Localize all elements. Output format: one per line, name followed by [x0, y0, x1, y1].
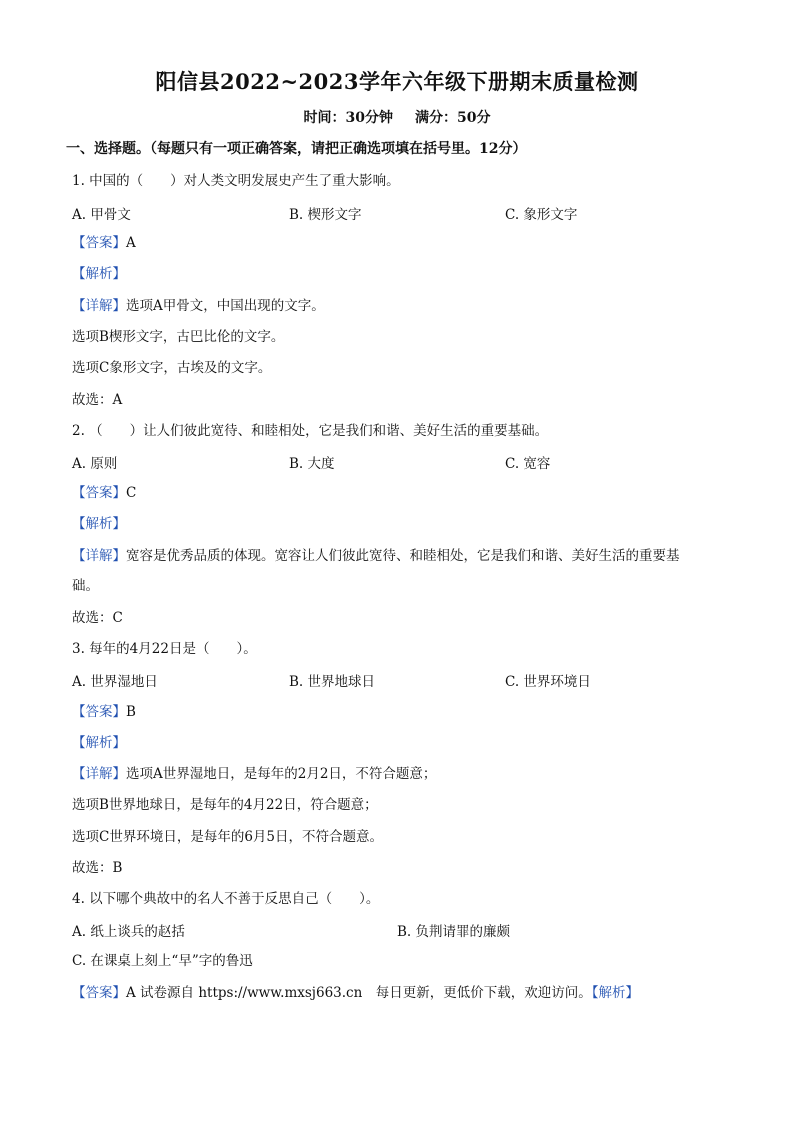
answer-tag: 【答案】 [72, 704, 126, 720]
question-2-option-c: C. 宽容 [505, 456, 551, 472]
analysis-tag: 【解析】 [72, 735, 126, 751]
question-1-stem: 1. 中国的（ ）对人类文明发展史产生了重大影响。 [72, 173, 400, 189]
answer-tag: 【答案】 [72, 985, 126, 1001]
exam-time: 时间：30分钟 [303, 110, 393, 126]
detail-tag: 【详解】 [72, 766, 126, 782]
section-heading: 一、选择题。（每题只有一项正确答案，请把正确选项填在括号里。12分） [66, 141, 527, 157]
question-3-option-a: A. 世界湿地日 [72, 674, 158, 690]
question-4-option-c: C. 在课桌上刻上“早”字的鲁迅 [72, 953, 253, 969]
question-1-option-a: A. 甲骨文 [72, 207, 131, 223]
question-3-option-c: C. 世界环境日 [505, 674, 591, 690]
answer-value: A [126, 235, 136, 251]
question-2-detail-1-cont: 础。 [72, 578, 99, 594]
answer-value: A 试卷源自 https://www.mxsj663.cn 每日更新，更低价下载，欢迎访问。 [126, 985, 592, 1001]
question-1-choose: 故选：A [72, 392, 123, 408]
detail-tag: 【详解】 [72, 298, 126, 314]
question-1-option-c: C. 象形文字 [505, 207, 578, 223]
question-2-analysis [72, 514, 126, 534]
question-3-detail-3: 选项C世界环境日，是每年的6月5日，不符合题意。 [72, 829, 384, 845]
question-2-detail-1: 【详解】宽容是优秀品质的体现。宽容让人们彼此宽待、和睦相处，它是我们和谐、美好生活的重要基 [72, 548, 680, 564]
answer-tag: 【答案】 [72, 485, 126, 501]
analysis-tag: 【解析】 [591, 985, 640, 1001]
question-2-option-b: B. 大度 [289, 456, 335, 472]
page-title: 阳信县2022~2023学年六年级下册期末质量检测 [155, 69, 639, 94]
question-1-option-b: B. 楔形文字 [289, 207, 362, 223]
question-3-choose: 故选：B [72, 860, 123, 876]
analysis-tag: 【解析】 [72, 516, 126, 532]
question-1-answer [72, 233, 136, 253]
question-3-answer [72, 702, 136, 722]
question-3-analysis [72, 733, 126, 753]
question-4-option-b: B. 负荆请罪的廉颇 [397, 924, 511, 940]
question-4-option-a: A. 纸上谈兵的赵括 [72, 924, 185, 940]
question-3-option-b: B. 世界地球日 [289, 674, 376, 690]
question-4-answer [72, 983, 639, 1003]
question-4-stem: 4. 以下哪个典故中的名人不善于反思自己（ ）。 [72, 891, 380, 907]
question-2-choose: 故选：C [72, 610, 123, 626]
answer-value: B [126, 704, 136, 720]
question-1-detail-2: 选项B楔形文字，古巴比伦的文字。 [72, 329, 285, 345]
analysis-tag: 【解析】 [72, 266, 126, 282]
exam-info [0, 107, 794, 127]
question-3-detail-1: 【详解】选项A世界湿地日，是每年的2月2日，不符合题意； [72, 766, 437, 782]
question-3-detail-2: 选项B世界地球日，是每年的4月22日，符合题意； [72, 797, 378, 813]
exam-score: 满分：50分 [415, 110, 491, 126]
question-3-stem: 3. 每年的4月22日是（ ）。 [72, 641, 257, 657]
question-1-analysis [72, 264, 126, 284]
question-2-option-a: A. 原则 [72, 456, 118, 472]
question-2-answer [72, 483, 136, 503]
question-1-detail-1: 【详解】选项A甲骨文，中国出现的文字。 [72, 298, 325, 314]
answer-tag: 【答案】 [72, 235, 126, 251]
question-1-detail-3: 选项C象形文字，古埃及的文字。 [72, 360, 272, 376]
detail-tag: 【详解】 [72, 548, 126, 564]
question-2-stem: 2. （ ）让人们彼此宽待、和睦相处，它是我们和谐、美好生活的重要基础。 [72, 423, 549, 439]
answer-value: C [126, 485, 137, 501]
